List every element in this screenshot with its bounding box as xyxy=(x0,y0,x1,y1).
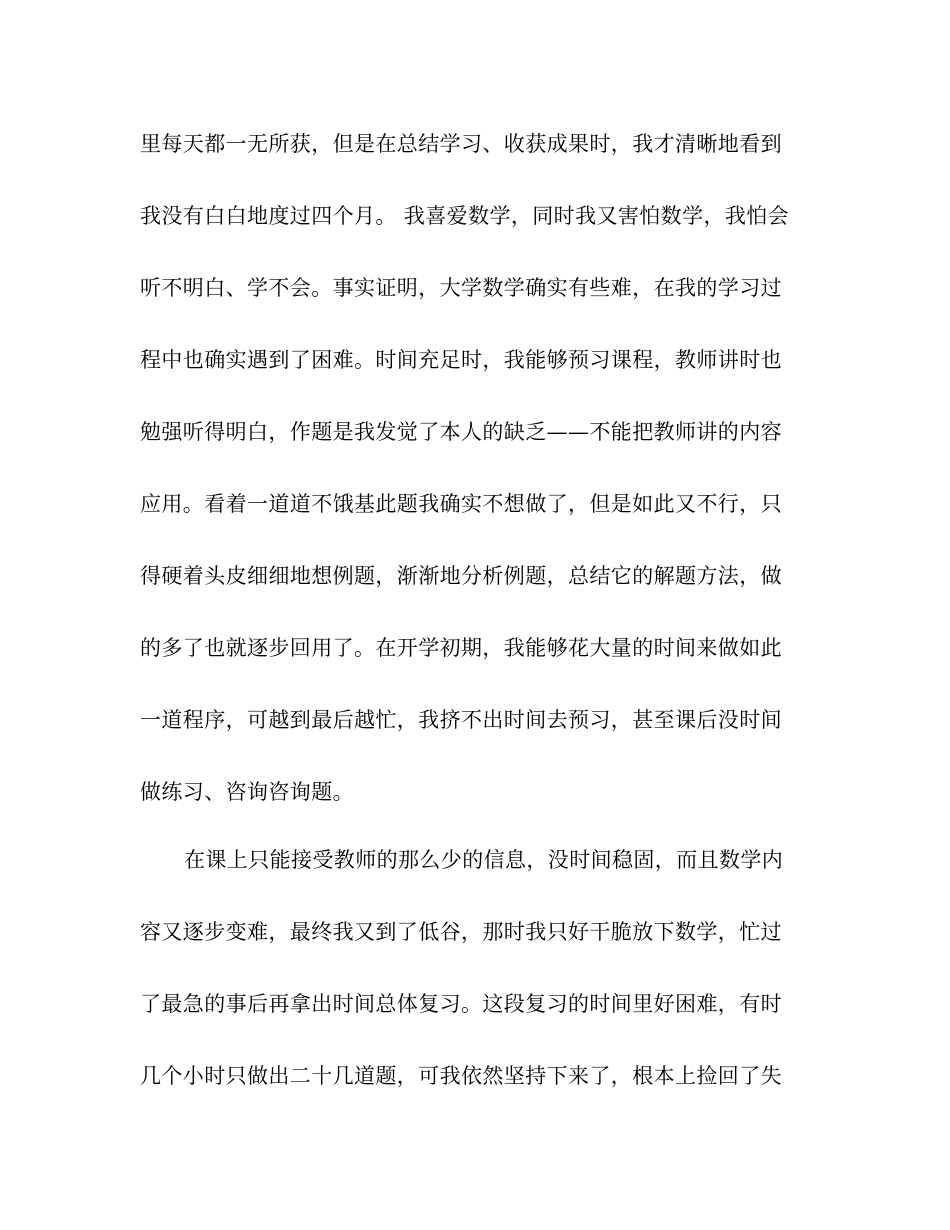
text-line: 里每天都一无所获，但是在总结学习、收获成果时，我才清晰地看到 xyxy=(140,132,782,156)
text-line: 应用。看着一道道不饿基此题我确实不想做了，但是如此又不行，只 xyxy=(140,492,782,516)
text-line: 容又逐步变难，最终我又到了低谷，那时我只好干脆放下数学，忙过 xyxy=(140,920,782,944)
text-line: 勉强听得明白，作题是我发觉了本人的缺乏——不能把教师讲的内容 xyxy=(140,420,782,444)
text-line: 几个小时只做出二十几道题，可我依然坚持下来了，根本上捡回了失 xyxy=(140,1064,782,1088)
text-line: 听不明白、学不会。事实证明，大学数学确实有些难，在我的学习过 xyxy=(140,276,782,300)
text-line: 得硬着头皮细细地想例题，渐渐地分析例题，总结它的解题方法，做 xyxy=(140,564,782,588)
text-line: 做练习、咨询咨询题。 xyxy=(140,780,354,804)
text-line: 的多了也就逐步回用了。在开学初期，我能够花大量的时间来做如此 xyxy=(140,636,782,660)
text-line: 一道程序，可越到最后越忙，我挤不出时间去预习，甚至课后没时间 xyxy=(140,708,782,732)
paragraph-first-line: 在课上只能接受教师的那么少的信息，没时间稳固，而且数学内 xyxy=(184,848,784,872)
text-line: 程中也确实遇到了困难。时间充足时，我能够预习课程，教师讲时也 xyxy=(140,348,782,372)
text-line: 了最急的事后再拿出时间总体复习。这段复习的时间里好困难，有时 xyxy=(140,992,782,1016)
text-line: 我没有白白地度过四个月。 我喜爱数学，同时我又害怕数学，我怕会 xyxy=(140,204,790,228)
